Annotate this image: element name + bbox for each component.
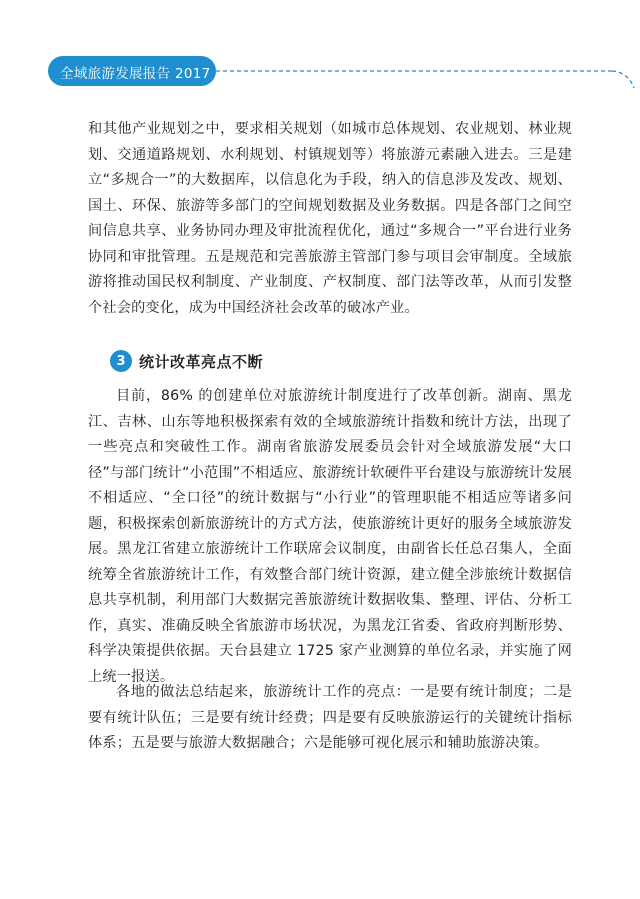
section-heading xyxy=(110,348,263,374)
body-paragraph-2: 目前，86% 的创建单位对旅游统计制度进行了改革创新。湖南、黑龙江、吉林、山东等地积极探索有效的全域旅游统计指数和统计方法，出现了一些亮点和突破性工作。湖南省旅游发展委员会针对全域旅游发展“大口径”与部门统计“小范围”不相适应、旅游统计软硬件平台建设与旅游统计发展不相适应、“全口径”的统计数据与“小行业”的管理职能不相适应等诸多问题，积极探索创新旅游统计的方式方法，使旅游统计更好的服务全域旅游发展。黑龙江省建立旅游统计工作联席会议制度，由副省长任总召集人，全面统筹全省旅游统计工作，有效整合部门统计资源，建立健全涉旅统计数据信息共享机制，利用部门大数据完善旅游统计数据收集、整理、评估、分析工作，真实、准确反映全省旅游市场状况，为黑龙江省委、省政府判断形势、科学决策提供依据。天台县建立 1725 家产业测算的单位名录，并实施了网上统一报送。 xyxy=(88,388,572,685)
header-dashed-line xyxy=(0,0,640,130)
report-title: 全域旅游发展报告 2017 xyxy=(60,66,211,82)
body-paragraph-1: 和其他产业规划之中，要求相关规划（如城市总体规划、农业规划、林业规划、交通道路规划、水利规划、村镇规划等）将旅游元素融入进去。三是建立“多规合一”的大数据库，以信息化为手段，纳入的信息涉及发改、规划、国土、环保、旅游等多部门的空间规划数据及业务数据。四是各部门之间空间信息共享、业务协同办理及审批流程优化，通过“多规合一”平台进行业务协同和审批管理。五是规范和完善旅游主管部门参与项目会审制度。全域旅游将推动国民权利制度、产业制度、产权制度、部门法等改革，从而引发整个社会的变化，成为中国经济社会改革的破冰产业。 xyxy=(88,121,572,316)
body-paragraph-3: 各地的做法总结起来，旅游统计工作的亮点：一是要有统计制度；二是要有统计队伍；三是要有统计经费；四是要有反映旅游运行的关键统计指标体系；五是要与旅游大数据融合；六是能够可视化展示和辅助旅游决策。 xyxy=(88,684,572,751)
section-number-icon: 3 xyxy=(110,350,132,372)
section-title: 统计改革亮点不断 xyxy=(139,352,264,371)
